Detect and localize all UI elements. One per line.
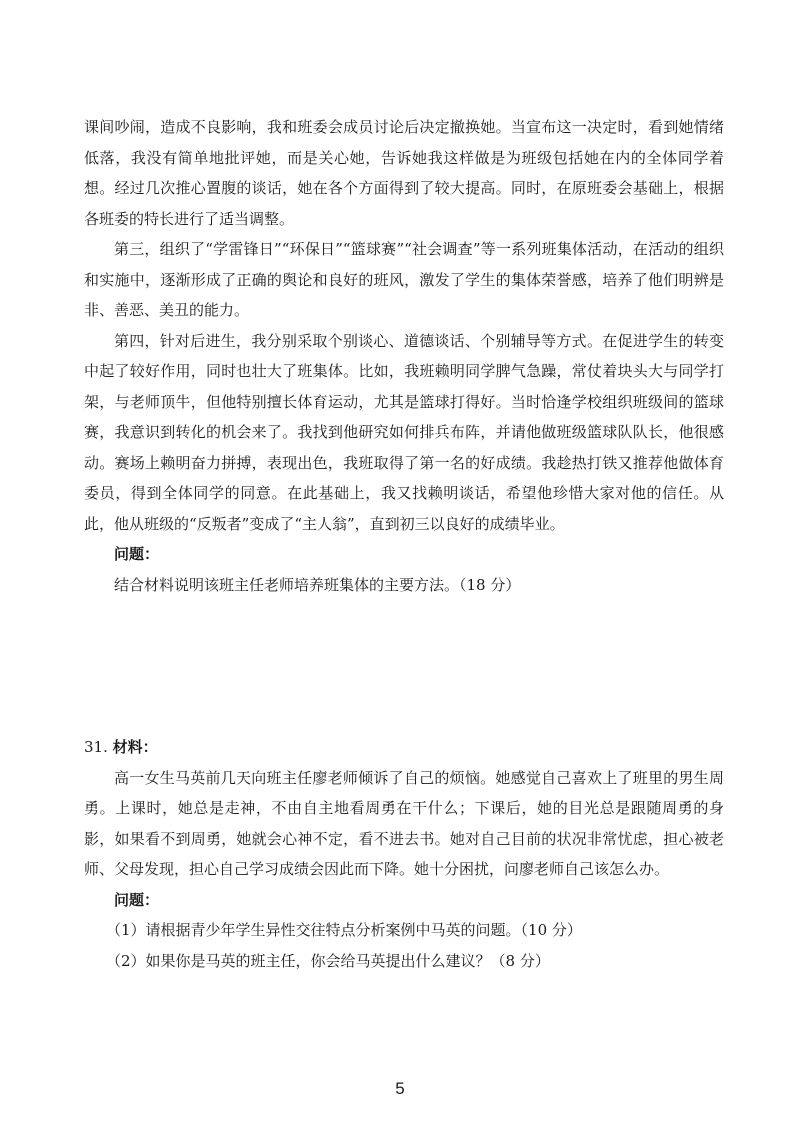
section-31-heading — [84, 732, 724, 763]
question-number: 31. — [84, 738, 108, 756]
paragraph-continuation: 课间吵闹，造成不良影响，我和班委会成员讨论后决定撤换她。当宣布这一决定时，看到她情绪低落，我没有简单地批评她，而是关心她，告诉她我这样做是为班级包括她在内的全体同学着想。经过几次推心置腹的谈话，她在各个方面得到了较大提高。同时，在原班委会基础上，根据各班委的特长进行了适当调整。 — [84, 118, 724, 228]
question-text: 结合材料说明该班主任老师培养班集体的主要方法。（18 分） — [114, 575, 521, 594]
paragraph-third-method: 第三，组织了“学雷锋日”“环保日”“篮球赛”“社会调查”等一系列班集体活动，在活动的组织和实施中，逐渐形成了正确的舆论和良好的班风，激发了学生的集体荣誉感，培养了他们明辨是非、善恶、美丑的能力。 — [84, 240, 724, 319]
sub-question-1: （1）请根据青少年学生异性交往特点分析案例中马英的问题。（10 分） — [106, 921, 582, 939]
question-label: 问题： — [114, 545, 160, 563]
paragraph-fourth-method: 第四，针对后进生，我分别采取个别谈心、道德谈话、个别辅导等方式。在促进学生的转变中起了较好作用，同时也壮大了班集体。比如，我班赖明同学脾气急躁，常仗着块头大与同学打架，与老师顶牛，但他特别擅长体育运动，尤其是篮球打得好。当时恰逢学校组织班级间的篮球赛，我意识到转化的机会来了。我找到他研究如何排兵布阵，并请他做班级篮球队队长，他很感动。赛场上赖明奋力拼搏，表现出色，我班取得了第一名的好成绩。我趁热打铁又推荐他做体育委员，得到全体同学的同意。在此基础上，我又找赖明谈话，希望他珍惜大家对他的信任。从此，他从班级的“反叛者”变成了“主人翁”，直到初三以良好的成绩毕业。 — [84, 331, 724, 533]
section-30-material — [84, 112, 724, 600]
material-label: 材料： — [112, 738, 158, 756]
material-text: 高一女生马英前几天向班主任廖老师倾诉了自己的烦恼。她感觉自己喜欢上了班里的男生周勇。上课时，她总是走神，不由自主地看周勇在干什么；下课后，她的目光总是跟随周勇的身影，如果看不到周勇，她就会心神不定，看不进去书。她对自己目前的状况非常忧虑，担心被老师、父母发现，担心自己学习成绩会因此而下降。她十分困扰，问廖老师自己该怎么办。 — [84, 768, 724, 878]
page-number: 5 — [395, 1079, 405, 1098]
sub-question-2: （2）如果你是马英的班主任，你会给马英提出什么建议？（8 分） — [106, 951, 550, 970]
question-label-31: 问题： — [114, 890, 160, 909]
section-31 — [84, 732, 724, 976]
